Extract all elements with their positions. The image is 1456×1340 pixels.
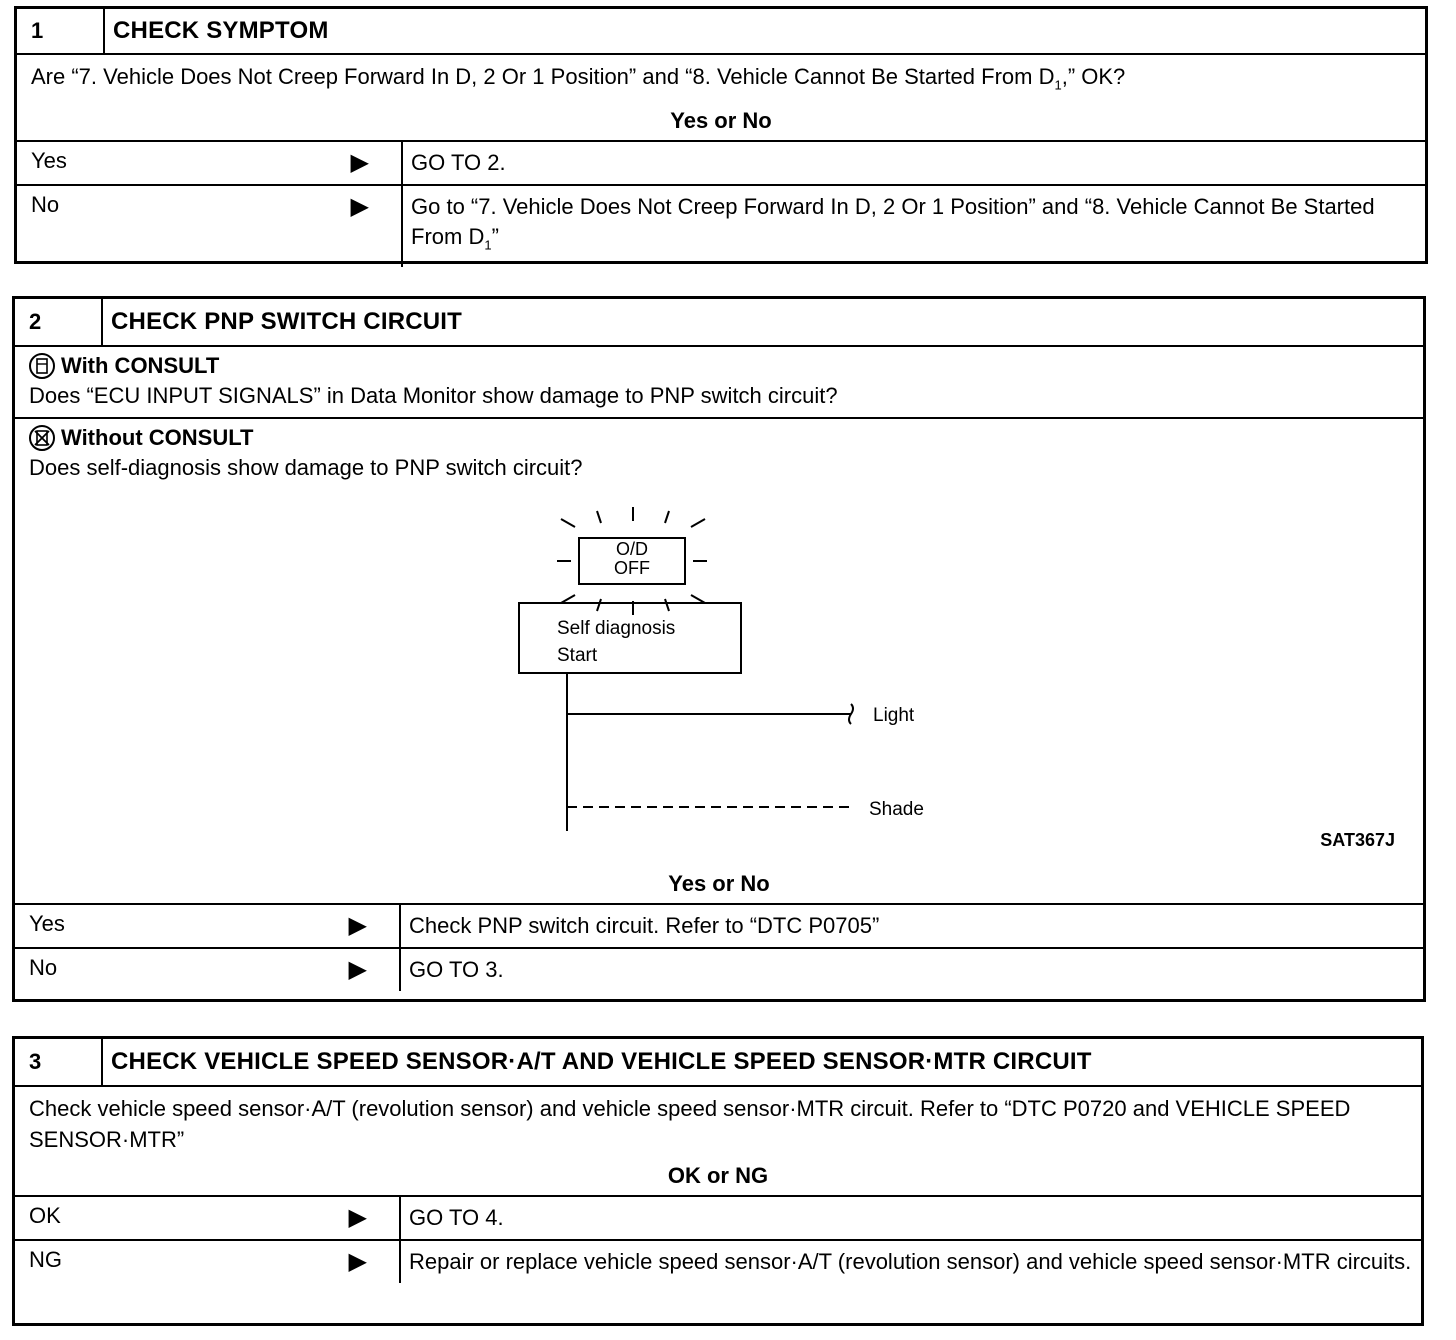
step-2-table xyxy=(12,296,1426,1002)
step-instruction: Check vehicle speed sensor·A/T (revolution sensor) and vehicle speed sensor·MTR circuit. Refer to “DTC P0720 and VEHICLE SPEED SENSOR·MTR” xyxy=(29,1096,1351,1152)
step-1-header xyxy=(17,9,1425,55)
figure-code: SAT367J xyxy=(1320,830,1395,850)
arrow-right-icon: ▶ xyxy=(348,1204,367,1231)
decision-label: OK or NG xyxy=(667,1163,769,1188)
answer-action: GO TO 3. xyxy=(409,957,504,982)
answer-row-no xyxy=(17,184,1425,266)
answer-row-ng xyxy=(15,1239,1421,1283)
answer-label: No ▶ xyxy=(17,186,403,266)
answer-row-yes xyxy=(17,140,1425,184)
without-consult-label: Without CONSULT xyxy=(61,425,254,450)
step-title: CHECK SYMPTOM xyxy=(113,17,329,44)
answer-action: Go to “7. Vehicle Does Not Creep Forward In D, 2 Or 1 Position” and “8. Vehicle Cannot Be Started From $D_1$” xyxy=(411,194,1375,253)
answer-row-ok xyxy=(15,1195,1421,1239)
step-number: 1 xyxy=(17,9,105,53)
with-consult-text: Does “ECU INPUT SIGNALS” in Data Monitor show damage to PNP switch circuit? xyxy=(29,383,838,408)
light-label: Light xyxy=(873,705,915,726)
answer-label: No ▶ xyxy=(15,949,401,991)
step-3-header xyxy=(15,1039,1421,1087)
step-1-table xyxy=(14,6,1428,264)
self-diagnosis-box-label: Self diagnosis Start xyxy=(557,618,676,666)
answer-action: GO TO 2. xyxy=(411,150,506,176)
answer-row-yes xyxy=(15,903,1423,947)
step-question: Are “7. Vehicle Does Not Creep Forward In D, 2 Or 1 Position” and “8. Vehicle Cannot Be Started From $D_1$,” OK? xyxy=(31,64,1126,93)
diagram-svg xyxy=(29,483,1409,863)
step-number: 3 xyxy=(15,1039,103,1085)
answer-row-no xyxy=(15,947,1423,991)
with-consult-section xyxy=(15,347,1423,417)
step-title: CHECK VEHICLE SPEED SENSOR·A/T AND VEHICLE SPEED SENSOR·MTR CIRCUIT xyxy=(111,1048,1092,1075)
without-consult-section xyxy=(15,417,1423,869)
self-diagnosis-diagram xyxy=(29,483,1409,863)
answer-label: OK ▶ xyxy=(15,1197,401,1239)
without-consult-text: Does self-diagnosis show damage to PNP switch circuit? xyxy=(29,455,583,480)
decision-label: Yes or No xyxy=(668,871,770,896)
step-3-table xyxy=(12,1036,1424,1326)
answer-label: NG ▶ xyxy=(15,1241,401,1283)
answer-label: Yes ▶ xyxy=(17,142,403,184)
arrow-right-icon: ▶ xyxy=(348,1248,367,1275)
consult-icon xyxy=(29,353,55,379)
arrow-right-icon: ▶ xyxy=(348,956,367,983)
arrow-right-icon: ▶ xyxy=(348,912,367,939)
answer-action: Check PNP switch circuit. Refer to “DTC P0705” xyxy=(409,913,880,938)
arrow-right-icon: ▶ xyxy=(350,149,369,177)
with-consult-label: With CONSULT xyxy=(61,353,220,378)
answer-action: Repair or replace vehicle speed sensor·A/T (revolution sensor) and vehicle speed sensor·MTR circuits. xyxy=(409,1249,1412,1274)
shade-label: Shade xyxy=(869,799,924,820)
lamp-label: O/D OFF xyxy=(614,539,650,578)
answer-action: GO TO 4. xyxy=(409,1205,504,1230)
step-2-header xyxy=(15,299,1423,347)
decision-label: Yes or No xyxy=(670,108,772,134)
step-title: CHECK PNP SWITCH CIRCUIT xyxy=(111,308,463,335)
arrow-right-icon: ▶ xyxy=(350,193,369,221)
step-number: 2 xyxy=(15,299,103,345)
no-consult-icon xyxy=(29,425,55,451)
answer-label: Yes ▶ xyxy=(15,905,401,947)
